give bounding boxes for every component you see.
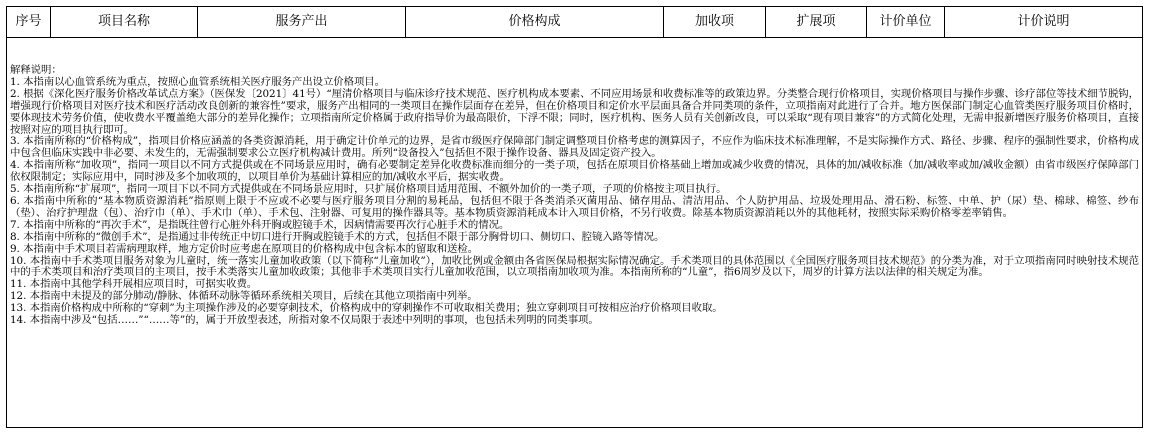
note-item: 2. 根据《深化医疗服务价格改革试点方案》（医保发〔2021〕41号）“厘清价格项目与临床诊疗技术规范、医疗机构成本要素、不同应用场景和收费标准等的政策边界。分类整合现行价格项目，实现价格项目与操作步骤、诊疗部位等技术细节脱钩，增强现行价格项目对医疗技术和医疗活动改良创新的兼容性”要求，服务产出相同的一类项目在操作层面存在差异，但在价格项目和定价水平层面具备合并同类项的条件，立项指南对此进行了合并。地方医保部门制定心血管类医疗服务项目价格时，要体现技术劳务价值，使收费水平覆盖绝大部分的差异化操作；立项指南所定价格属于政府指导价为最高限价，下浮不限；同时，医疗机构、医务人员有关创新改良，可以采取“现有项目兼容”的方式简化处理，无需申报新增医疗服务价格项目，直接按照对应的项目执行即可。: [10, 87, 1139, 136]
header-cell-extension: 扩展项: [766, 7, 867, 37]
note-item: 1. 本指南以心血管系统为重点，按照心血管系统相关医疗服务产出设立价格项目。: [10, 75, 385, 88]
header-cell-surcharge: 加收项: [664, 7, 766, 37]
note-item: 11. 本指南中其他学科开展相应项目时，可据实收费。: [10, 278, 258, 291]
table-header-row: [7, 7, 1142, 38]
header-cell-index: 序号: [7, 7, 51, 37]
note-item: 8. 本指南中所称的“微创手术”，是指通过非传统正中切口进行开胸或腔镜手术的方式，包括但不限于部分胸骨切口、侧切口、腔镜入路等情况。: [10, 230, 665, 243]
note-item: 13. 本指南价格构成中所称的“穿刺”为主项操作涉及的必要穿刺技术，价格构成中的穿刺操作不可收取相关费用；独立穿刺项目可按相应治疗价格项目收取。: [10, 302, 723, 315]
notes-title: 解释说明：: [10, 64, 62, 76]
pricing-guideline-table: [6, 6, 1143, 428]
note-item: 12. 本指南中未提及的部分肺动/静脉、体循环动脉等循环系统相关项目，后续在其他立项指南中列举。: [10, 290, 478, 303]
note-item: 4. 本指南所称“加收项”，指同一项目以不同方式提供或在不同场景应用时，确有必要制定差异化收费标准而细分的一类子项，包括在原项目价格基础上增加或减少收费的情况，具体的加/减收标准（加/减收率或加/减收金额）由省市级医疗保障部门依权限制定；实际应用中，同时涉及多个加收项的，以项目单价为基础计算相应的加/减收水平后，据实收费。: [10, 159, 1139, 184]
note-item: 6. 本指南中所称的“基本物质资源消耗”指原则上限于不应或不必要与医疗服务项目分割的易耗品，包括但不限于各类消杀灭菌用品、储存用品、清洁用品、个人防护用品、垃圾处理用品、滑石粉、标签、中单、护（尿）垫、棉球、棉签、纱布（垫）、治疗护理盘（包）、治疗巾（单）、手术巾（单）、手术包、注射器、可复用的操作器具等。基本物质资源消耗成本计入项目价格，不另行收费。除基本物质资源消耗以外的其他耗材，按照实际采购价格零差率销售。: [10, 194, 1139, 219]
note-item: 5. 本指南所称“扩展项”，指同一项目下以不同方式提供或在不同场景应用时，只扩展价格项目适用范围、不额外加价的一类子项，子项的价格按主项目执行。: [10, 183, 727, 196]
header-cell-service-output: 服务产出: [198, 7, 406, 37]
explanatory-notes: [10, 65, 1139, 327]
note-item: 10. 本指南中手术类项目服务对象为儿童时，统一落实儿童加收政策（以下简称“儿童加收”），加收比例或金额由各省医保局根据实际情况确定。手术类项目的具体范围以《全国医疗服务项目技术规范》的分类为准，对于立项指南同时映射技术规范中的手术类项目和治疗类项目的主项目，按手术类落实儿童加收政策；其他非手术类项目实行儿童加收范围，以立项指南加收项为准。本指南所称的“儿童”，指6周岁及以下，周岁的计算方法以法律的相关规定为准。: [10, 254, 1139, 279]
note-item: 9. 本指南中手术项目若需病理取样，地方定价时应考虑在原项目的价格构成中包含标本的留取和送检。: [10, 242, 479, 255]
note-item: 3. 本指南所称的“价格构成”，指项目价格应涵盖的各类资源消耗，用于确定计价单元的边界，是省市级医疗保障部门制定调整项目价格考虑的测算因子，不应作为临床技术标准理解，不是实际操作方式、路径、步骤、程序的强制性要求，价格构成中包含但临床实践中非必要、未发生的，无需强制要求公立医疗机构减计费用。所列“设备投入”包括但不限于操作设备、器具及固定资产投入。: [10, 135, 1139, 160]
header-cell-price-composition: 价格构成: [406, 7, 664, 37]
header-cell-pricing-unit: 计价单位: [867, 7, 945, 37]
header-cell-item-name: 项目名称: [51, 7, 198, 37]
note-item: 7. 本指南中所称的“再次手术”，是指既往曾行心脏外科开胸或腔镜手术，因病情需要再次行心脏手术的情况。: [10, 218, 510, 231]
header-cell-pricing-notes: 计价说明: [1017, 14, 1070, 29]
note-item: 14. 本指南中涉及“包括……”“……等”的，属于开放型表述，所指对象不仅局限于表述中列明的事项，也包括未列明的同类事项。: [10, 314, 599, 327]
